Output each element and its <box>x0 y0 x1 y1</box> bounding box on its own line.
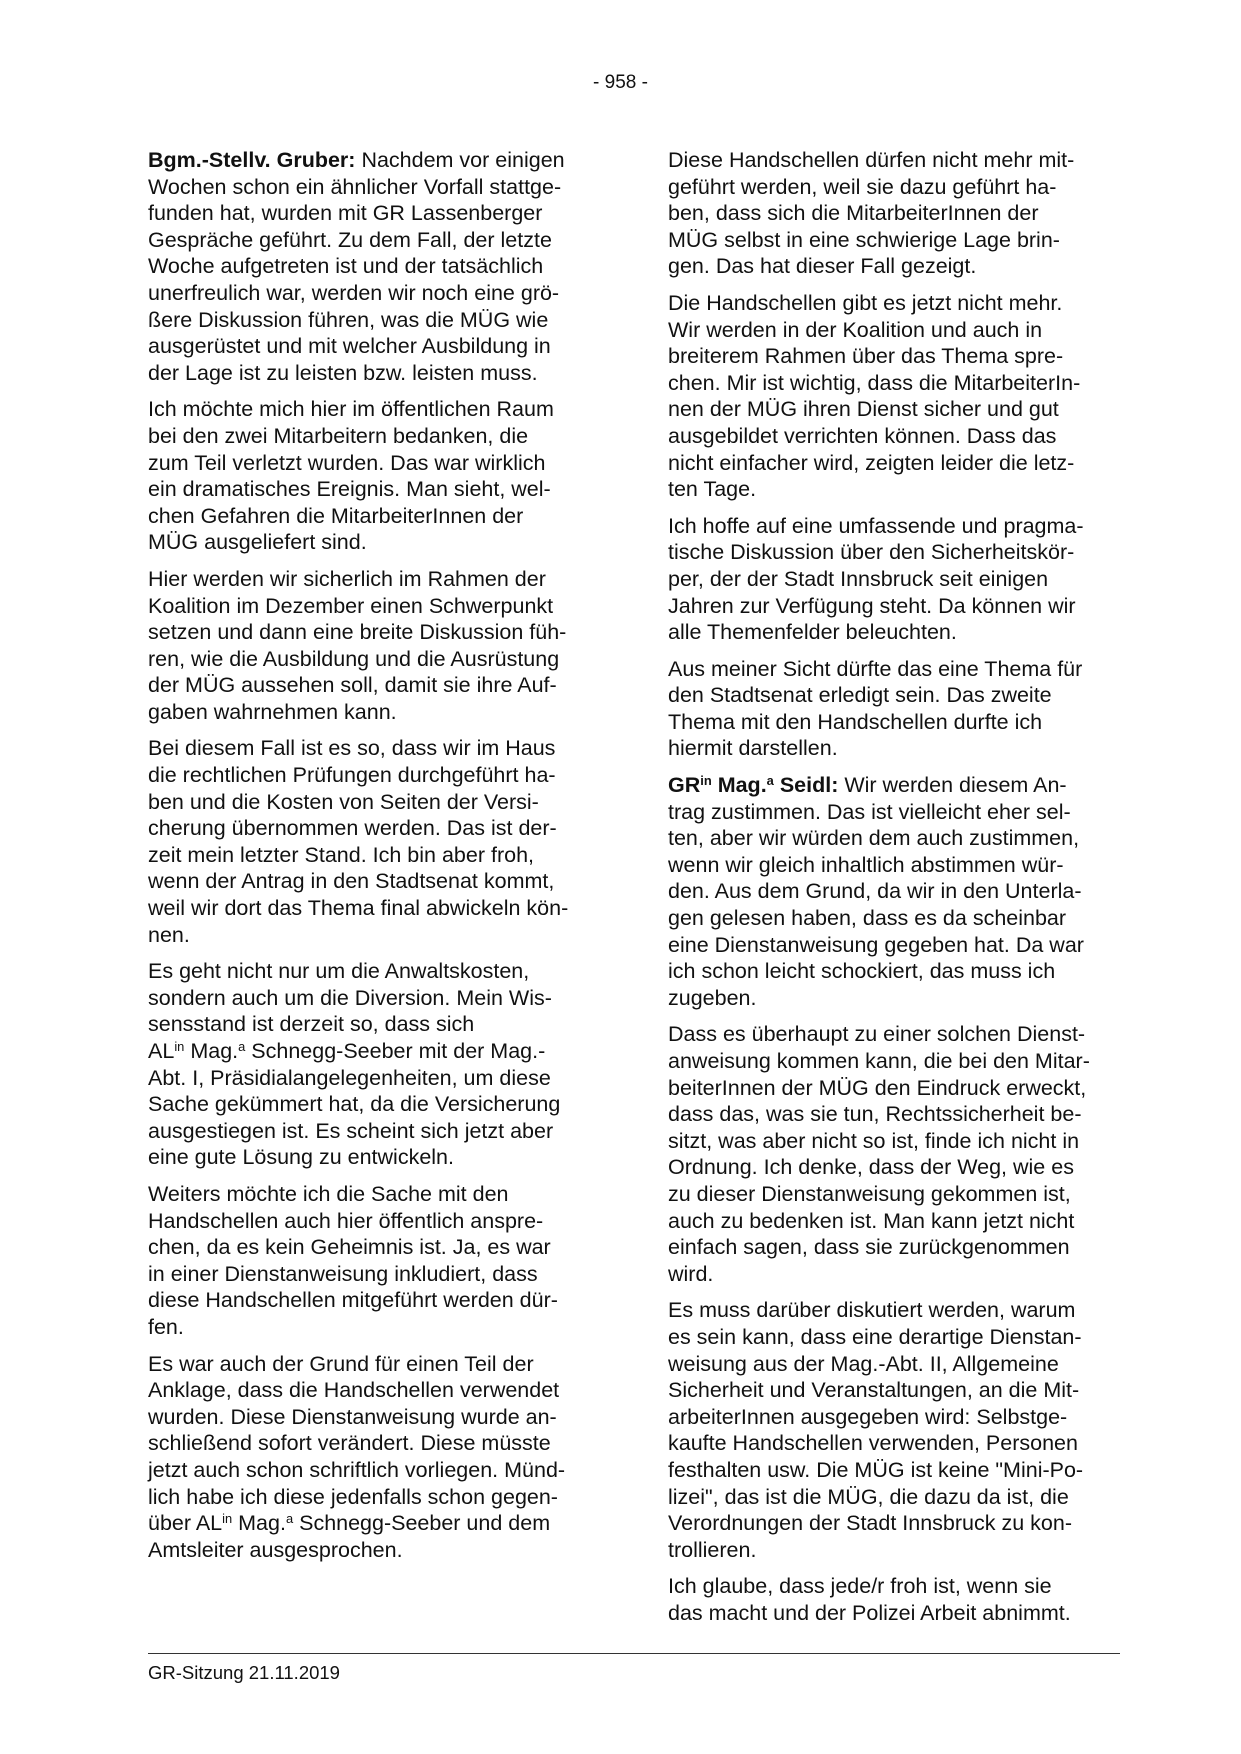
speaker-label: Bgm.-Stellv. Gruber: <box>148 148 356 172</box>
paragraph-gruber-intro <box>148 147 600 386</box>
paragraph-text: Wir werden diesem An- trag zustimmen. Das ist vielleicht eher sel- ten, aber wir würden dem auch zustimmen, wenn wir gleich inhaltlich abstimmen wür- den. Aus dem Grund, da wir in den Unterla- gen gelesen haben, dass es da scheinbar eine Dienstanweisung gegeben hat. Da war ich schon leicht schockiert, das muss ich zugeben. <box>668 773 1084 1010</box>
paragraph <box>148 1351 600 1564</box>
paragraph: Es muss darüber diskutiert werden, warum es sein kann, dass eine derartige Dienstan- weisung aus der Mag.-Abt. II, Allgemeine Sicherheit und Veranstaltungen, an die Mit- arbeiterInnen ausgegeben wird: Selbstge- kaufte Handschellen verwenden, Personen festhalten usw. Die MÜG ist keine "Mini-Po- lizei", das ist die MÜG, die dazu da ist, die Verordnungen der Stadt Innsbruck zu kon- trollieren. <box>668 1298 1084 1562</box>
paragraph: Hier werden wir sicherlich im Rahmen der Koalition im Dezember einen Schwerpunkt setzen und dann eine breite Diskussion füh- ren, wie die Ausbildung und die Ausrüstung der MÜG aussehen soll, damit sie ihre Auf- gaben wahrnehmen kann. <box>148 566 567 724</box>
superscript: in <box>174 1038 185 1054</box>
superscript: a <box>238 1038 246 1054</box>
paragraph-text: Nachdem vor einigen Wochen schon ein ähnlicher Vorfall stattge- funden hat, wurden mit GR Lassenberger Gespräche geführt. Zu dem Fall, der letzte Woche aufgetreten ist und der tatsächlich unerfreulich war, werden wir noch eine grö- ßere Diskussion führen, was die MÜG wie ausgerüstet und mit welcher Ausbildung in der Lage ist zu leisten bzw. leisten muss. <box>148 148 565 385</box>
paragraph: Ich möchte mich hier im öffentlichen Raum bei den zwei Mitarbeitern bedanken, die zum Teil verletzt wurden. Das war wirklich ein dramatisches Ereignis. Man sieht, wel- chen Gefahren die MitarbeiterInnen der MÜG ausgeliefert sind. <box>148 397 554 555</box>
left-column <box>148 147 600 1573</box>
paragraph-text: Es geht nicht nur um die Anwaltskosten, sondern auch um die Diversion. Mein Wis- sensstand ist derzeit so, dass sich AL <box>148 959 552 1063</box>
superscript: a <box>285 1511 294 1526</box>
paragraph: Ich glaube, dass jede/r froh ist, wenn sie das macht und der Polizei Arbeit abnimmt. <box>668 1574 1071 1625</box>
paragraph: Die Handschellen gibt es jetzt nicht mehr. Wir werden in der Koalition und auch in breiterem Rahmen über das Thema spre- chen. Mir ist wichtig, dass die MitarbeiterIn- nen der MÜG ihren Dienst sicher und gut ausgebildet verrichten können. Dass das nicht einfacher wird, zeigten leider die letz- ten Tage. <box>668 290 1081 502</box>
paragraph-text: Mag. <box>232 1511 286 1536</box>
paragraph: Weiters möchte ich die Sache mit den Handschellen auch hier öffentlich anspre- chen, da es kein Geheimnis ist. Ja, es war in einer Dienstanweisung inkludiert, dass diese Handschellen mitgeführt werden dür- fen. <box>148 1181 558 1339</box>
paragraph: Aus meiner Sicht dürfte das eine Thema für den Stadtsenat erledigt sein. Das zweite Thema mit den Handschellen durfte ich hiermit darstellen. <box>668 656 1083 761</box>
paragraph <box>148 958 600 1171</box>
paragraph-text: Mag. <box>184 1039 239 1063</box>
speaker-label <box>668 773 838 797</box>
page-number: - 958 - <box>593 72 648 93</box>
footer-session-date: GR-Sitzung 21.11.2019 <box>148 1662 340 1683</box>
paragraph-seidl-intro <box>668 772 1120 1011</box>
paragraph: Ich hoffe auf eine umfassende und pragma- tische Diskussion über den Sicherheitskör- per, der der Stadt Innsbruck seit einigen Jahren zur Verfügung steht. Da können wir alle Themenfelder beleuchten. <box>668 513 1084 645</box>
speaker-name: Seidl: <box>773 773 839 798</box>
speaker-title: GR <box>668 773 701 798</box>
superscript: in <box>222 1511 233 1526</box>
paragraph: Bei diesem Fall ist es so, dass wir im Haus die rechtlichen Prüfungen durchgeführt ha- ben und die Kosten von Seiten der Versi- cherung übernommen werden. Das ist der- zeit mein letzter Stand. Ich bin aber froh, wenn der Antrag in den Stadtsenat kommt, weil wir dort das Thema final abwickeln kön- nen. <box>148 736 569 947</box>
superscript: a <box>766 772 774 788</box>
paragraph: Diese Handschellen dürfen nicht mehr mit- geführt werden, weil sie dazu geführt ha- ben, dass sich die MitarbeiterInnen der MÜG selbst in eine schwierige Lage brin- gen. Das hat dieser Fall gezeigt. <box>668 148 1075 279</box>
speaker-title: Mag. <box>711 773 767 798</box>
superscript: in <box>700 772 712 788</box>
paragraph: Dass es überhaupt zu einer solchen Dienst- anweisung kommen kann, die bei den Mitar- beiterInnen der MÜG den Eindruck erweckt, dass das, was sie tun, Rechtssicherheit be- sitzt, was aber nicht so ist, finde ich nicht in Ordnung. Ich denke, dass der Weg, wie es zu dieser Dienstanweisung gekommen ist, auch zu bedenken ist. Man kann jetzt nicht einfach sagen, dass sie zurückgenommen wird. <box>668 1022 1090 1286</box>
paragraph-text: Es war auch der Grund für einen Teil der Anklage, dass die Handschellen verwendet wurden. Diese Dienstanweisung wurde an- schließend sofort verändert. Diese müsste jetzt auch schon schriftlich vorliegen. Münd- lich habe ich diese jedenfalls schon gegen- über AL <box>148 1351 566 1536</box>
right-column <box>668 147 1120 1636</box>
paragraph-text: Schnegg-Seeber und dem Amtsleiter ausgesprochen. <box>148 1511 551 1562</box>
paragraph-text: Schnegg-Seeber mit der Mag.- Abt. I, Präsidialangelegenheiten, um diese Sache gekümmert hat, da die Versicherung ausgestiegen ist. Es scheint sich jetzt aber eine gute Lösung zu entwickeln. <box>148 1039 561 1170</box>
footer-divider <box>148 1653 1120 1654</box>
